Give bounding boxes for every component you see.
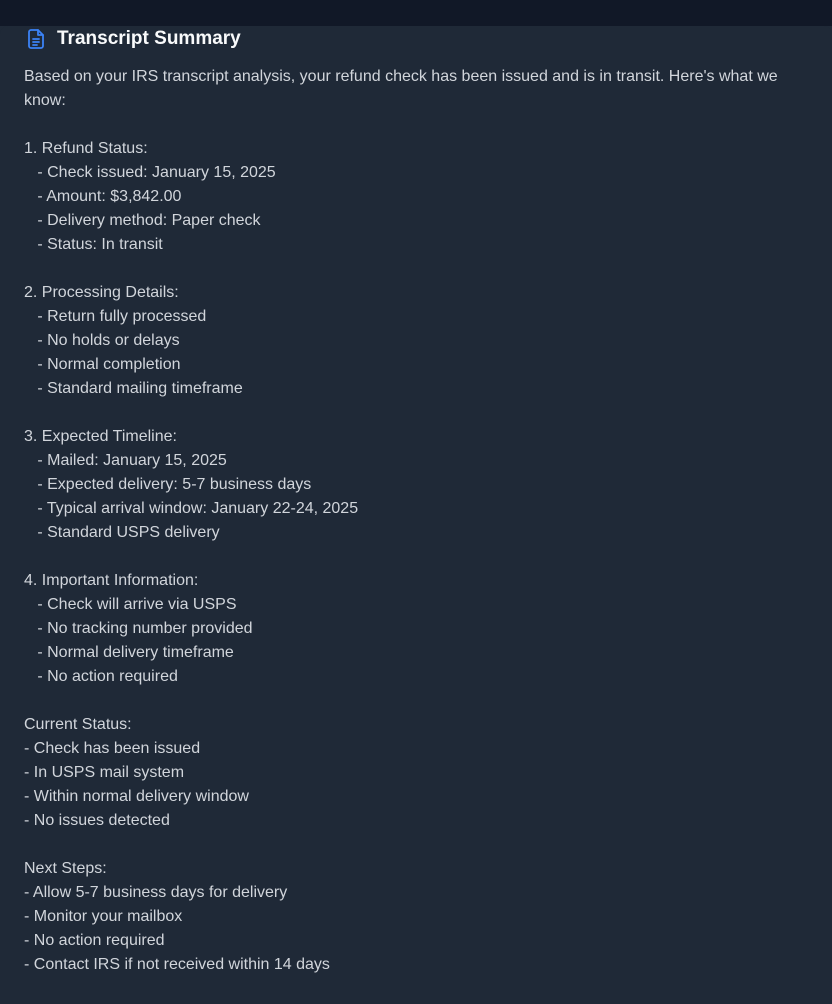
summary-body: Based on your IRS transcript analysis, your refund check has been issued and is in transit. Here's what we know: 1. Refund Status: - Check issued: January 15, 2025 - Amount: $3,842.00 - Delivery method: Paper check - Status: In transit 2. Processing Details: - Return fully processed - No holds or delays - Normal completion - Standard mailing timeframe 3. Expected Timeline: - Mailed: January 15, 2025 - Expected delivery: 5-7 business days - Typical arrival window: January 22-24, 2025 - Standard USPS delivery 4. Important Information: - Check will arrive via USPS - No tracking number provided - Normal delivery timeframe - No action required Current Status: - Check has been issued - In USPS mail system - Within normal delivery window - No issues detected Next Steps: - Allow 5-7 business days for delivery - Monitor your mailbox - No action required - Contact IRS if not received within 14 days: [24, 68, 778, 973]
document-icon: [24, 27, 48, 51]
transcript-summary-panel: [0, 26, 832, 1004]
top-bar: [0, 0, 832, 26]
summary-title: Transcript Summary: [57, 28, 241, 49]
summary-header: [24, 26, 241, 52]
